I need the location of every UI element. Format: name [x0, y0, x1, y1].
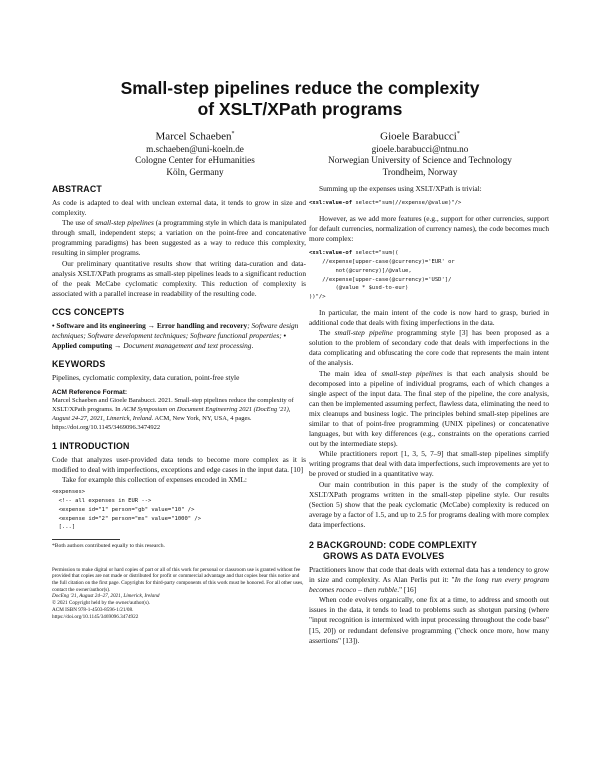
ccs-concepts: • Software and its engineering → Error handling and recovery; Software design techniques; Software development techniques; Software functional properties; • Applied computing → Document management and text processing.: [52, 320, 299, 351]
author-name: Gioele Barabucci: [380, 130, 457, 143]
author-block-2: [305, 128, 535, 178]
body-paragraph: While practitioners report [1, 3, 5, 7–9] that small-step pipelines simplify writing programs that deal with data imperfections, such improvements are yet to be proved or studied in a quantitative way.: [309, 449, 549, 479]
reference-text: Marcel Schaeben and Gioele Barabucci. 2021. Small-step pipelines reduce the complexity of XSLT/XPath programs. In ACM Symposium on Document Engineering 2021 (DocEng '21), August 24-27, 2021, Limerick, Ireland. ACM, New York, NY, USA, 4 pages. https://doi.org/10.1145/3469096.3474922: [52, 397, 294, 432]
footnote-rule: [52, 539, 120, 540]
author-affiliation: Norwegian University of Science and Technology: [328, 155, 512, 166]
body-paragraph: Our main contribution in this paper is the study of the complexity of XSLT/XPath programs written in the small-step pipeline style. Our results (Section 5) show that the peak cyclomatic (McCabe) complexity is reduced on average by a factor of 1.5, and up to 2.5 for programs dealing with more complex data imperfections.: [309, 479, 549, 529]
author-name: Marcel Schaeben: [155, 130, 232, 143]
permission-notice: Permission to make digital or hard copies of part or all of this work for personal or classroom use is granted without fee provided that copies are not made or distributed for profit or commercial advantage and that copies bear this notice and the full citation on the first page. Copyrights for third-party components of this work must be honored. For all other uses, contact the owner/author(s).: [52, 566, 304, 593]
copyright-line: © 2021 Copyright held by the owner/author(s).: [52, 600, 151, 607]
right-column: [309, 184, 549, 646]
author-mark: *: [456, 131, 460, 137]
abstract-paragraph: Our preliminary quantitative results show that writing data-curation and data-analysis XSLT/XPath programs as small-step pipelines leads to a significant reduction of the peak McCabe cyclomatic complexity. This reduction of complexity is associated with a parallel increase in readability of the resulting code.: [52, 258, 306, 298]
author-location: Köln, Germany: [166, 166, 224, 177]
footnote: *Both authors contributed equally to this research.: [52, 543, 165, 550]
body-paragraph: The small-step pipeline programming style [3] has been proposed as a solution to the problem of secondary code that deals with imperfections in the data complicating and obfuscating the core code that represents the main intent of the analysis.: [309, 328, 549, 368]
body-paragraph: When code evolves organically, one fix at a time, to address and smooth out issues in the data, it tends to lead to problems such as shotgun parsing (where "input recognition is intermixed with input processing throughout the code base" [15, 20]) or redundant defensive programming ("check once more, how many assertions" [13]).: [309, 595, 549, 645]
body-paragraph: In particular, the main intent of the code is now hard to grasp, buried in additional code that deals with fixing imperfections in the data.: [309, 307, 549, 328]
abstract-heading: ABSTRACT: [52, 184, 102, 194]
body-paragraph: Summing up the expenses using XSLT/XPath is trivial:: [319, 184, 482, 193]
paper-title: [0, 78, 600, 120]
left-column: [52, 184, 306, 620]
body-paragraph: However, as we add more features (e.g., support for other currencies, support for default currencies, normalization of currency names), the code becomes much more complex:: [309, 213, 549, 244]
conference-line: DocEng '21, August 24–27, 2021, Limerick, Ireland: [52, 593, 160, 600]
ccs-heading: CCS CONCEPTS: [52, 306, 125, 317]
reference-heading: ACM Reference Format:: [52, 389, 128, 397]
author-location: Trondheim, Norway: [382, 166, 458, 177]
xslt-code-complex: <xsl:value-of select="sum(( //expense[upper-case(@currency)='EUR' or not(@currency)]/@value, //expense[upper-case(@currency)='USD']/ (@value * $usd-to-eur) ))"/>: [309, 250, 455, 301]
abstract-paragraph: As code is adapted to deal with unclean external data, it tends to grow in size and complexity.: [52, 198, 306, 218]
isbn-line: ACM ISBN 978-1-4503-8596-1/21/08.: [52, 606, 134, 613]
xml-code-listing: <expenses> <!-- all expenses in EUR --> <expense id="1" person="gb" value="10" /> <expense id="2" person="ms" value="1000" /> [...]: [52, 489, 202, 531]
intro-paragraph: Take for example this collection of expenses encoded in XML:: [62, 475, 247, 485]
keywords-text: Pipelines, cyclomatic complexity, data curation, point-free style: [52, 373, 240, 383]
author-mark: *: [231, 131, 235, 137]
author-email[interactable]: m.schaeben@uni-koeln.de: [146, 143, 244, 154]
abstract-paragraph: The use of small-step pipelines (a programming style in which data is manipulated through small, independent steps; a variation on the point-free and concatenative programming paradigms) has been suggested as a way to reduce this complexity, resulting in simpler programs.: [52, 218, 306, 258]
keywords-heading: KEYWORDS: [52, 359, 106, 370]
intro-paragraph: Code that analyzes user-provided data tends to become more complex as it is modified to deal with imperfections, exceptions and edge cases in the input data. [10]: [52, 454, 306, 475]
author-affiliation: Cologne Center for eHumanities: [135, 155, 255, 166]
xslt-code-sum: <xsl:value-of select="sum(//expense/@value)"/>: [309, 200, 462, 207]
permission-block: [52, 567, 306, 621]
title-line-2: of XSLT/XPath programs: [197, 99, 403, 119]
title-line-1: Small-step pipelines reduce the complexity: [120, 78, 480, 98]
introduction-heading: 1 INTRODUCTION: [52, 440, 130, 451]
section-2-heading: 2 BACKGROUND: CODE COMPLEXITY GROWS AS DATA EVOLVES: [309, 540, 478, 562]
author-email[interactable]: gioele.barabucci@ntnu.no: [371, 143, 469, 154]
author-block-1: [95, 128, 295, 178]
doi-link[interactable]: https://doi.org/10.1145/3469096.3474922: [52, 613, 139, 620]
body-paragraph: Practitioners know that code that deals with external data has a tendency to grow in size and complexity. As Alan Perlis put it: "In the long run every program becomes rococo – then rubble." [16]: [309, 565, 549, 595]
body-paragraph: The main idea of small-step pipelines is that each analysis should be decomposed into a pipeline of individual programs, each of which changes a single aspect of the input data. The final step of the pipeline, the core analysis, can then be implemented assuming perfect, flawless data, eliminating the need to mix cleanups and business logic. The principles behind small-step pipelines are similar to that of point-free programming (UNIX pipelines) or concatenative languages, but with key differences (e.g., constraints on the operations carried out by the intermediate steps).: [309, 368, 549, 449]
